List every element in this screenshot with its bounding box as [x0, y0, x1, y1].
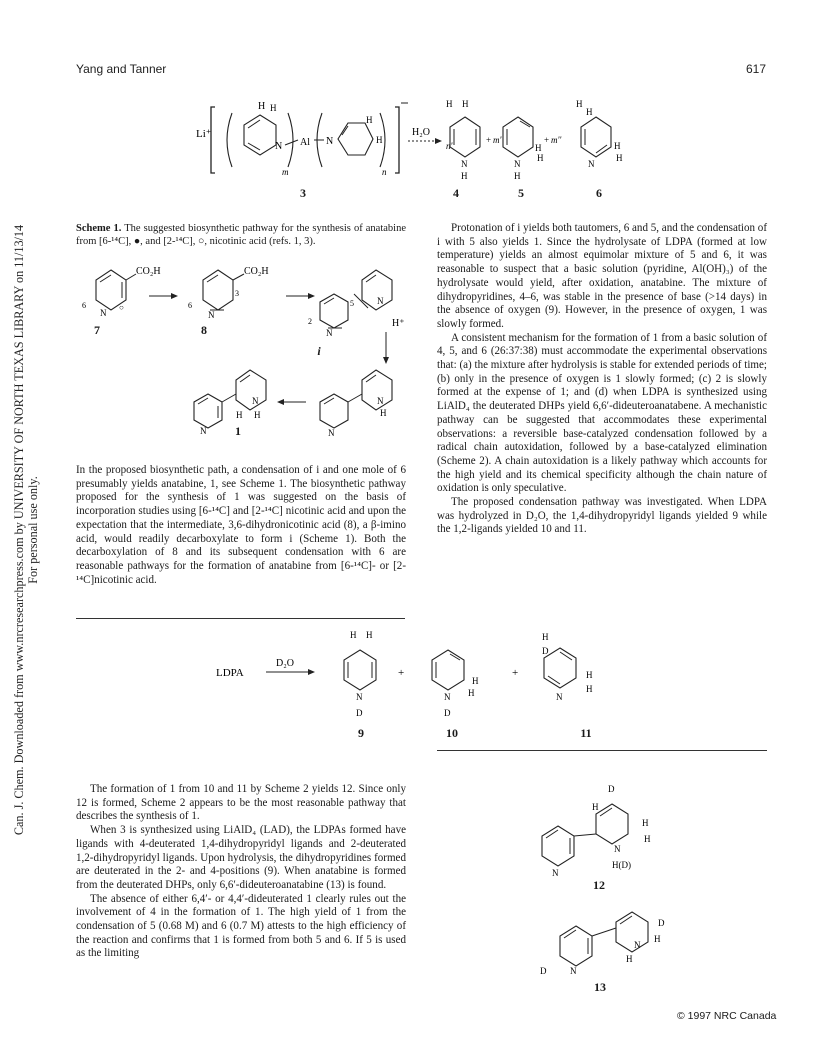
compound-label-4: 4 — [453, 186, 459, 200]
svg-text:n: n — [382, 167, 387, 177]
svg-text:D: D — [356, 708, 363, 718]
compound-label-3: 3 — [300, 186, 306, 200]
m-double-prime-coefficient: m'' — [551, 135, 562, 145]
svg-text:N: N — [634, 940, 641, 950]
scheme1-caption — [76, 222, 406, 248]
svg-text:N: N — [200, 426, 207, 436]
svg-text:6: 6 — [188, 301, 192, 310]
svg-text:N: N — [252, 396, 259, 406]
left-column-text — [76, 464, 406, 587]
compound-label-10: 10 — [446, 726, 458, 740]
svg-text:H: H — [642, 818, 649, 828]
svg-text:D: D — [540, 966, 547, 976]
svg-text:H: H — [654, 934, 661, 944]
svg-text:N: N — [461, 159, 468, 169]
svg-text:N: N — [570, 966, 577, 976]
svg-text:5: 5 — [350, 299, 354, 308]
bottom-paragraph-3: The absence of either 6,4′- or 4,4′-dideuterated 1 clearly rules out the involvement of 4 in the formation of 1. The high yield of 1 from the condensation of 5 (0.68 M) and 6 (0.7 M) attests to the high efficiency of the reaction and confirms that 1 is formed from both 5 and 6. If 5 is used as the limiting — [76, 892, 406, 960]
compound-label-6: 6 — [596, 186, 602, 200]
scheme-bottom-rule — [437, 750, 767, 751]
svg-text:N: N — [356, 692, 363, 702]
svg-text:+: + — [544, 135, 550, 145]
svg-text:H: H — [472, 676, 479, 686]
running-head-authors: Yang and Tanner — [76, 62, 167, 76]
m-prime-coefficient: m' — [493, 135, 502, 145]
compound-label-9: 9 — [358, 726, 364, 740]
svg-text:H: H — [542, 632, 549, 642]
scheme1-caption-label: Scheme 1. — [76, 223, 122, 234]
svg-text:3: 3 — [235, 289, 239, 298]
svg-text:H: H — [586, 670, 593, 680]
compound-label-8: 8 — [201, 323, 207, 337]
download-stamp-line2: For personal use only. — [26, 476, 40, 584]
svg-text:H: H — [366, 115, 373, 125]
proton-label: H⁺ — [392, 318, 405, 329]
co2h-label-8: CO₂H — [244, 266, 269, 277]
svg-text:N: N — [377, 296, 384, 306]
page-number: 617 — [746, 62, 767, 76]
bottom-paragraph-2: When 3 is synthesized using LiAlD₄ (LAD), the LDPAs formed have ligands with 4-deuterated 1,4-dihydropyridyl ligands and 2-deuterated 1,2-dihydropyridyl ligands. Upon hydrolysis, the dihydropyridines formed are deuterated in the 2- and 4-positions (9). When anatabine is formed from the deuterated DHPs, only 6,6′-dideuteroanatabine (13) is found. — [76, 824, 406, 891]
bottom-paragraph-1: The formation of 1 from 10 and 11 by Scheme 2 yields 12. Since only 12 is formed, Scheme 2 appears to be the most reasonable pathway that describes the synthesis of 1. — [76, 783, 406, 823]
download-stamp-line1: Can. J. Chem. Downloaded from www.nrcresearchpress.com by UNIVERSITY OF NORTH TEXAS LIBRARY on 11/13/14 — [12, 224, 26, 836]
svg-text:N: N — [444, 692, 451, 702]
plus-sign-1: + — [398, 667, 405, 679]
compound-label-7: 7 — [94, 323, 100, 337]
svg-text:H: H — [644, 834, 651, 844]
svg-text:H: H — [535, 143, 542, 153]
svg-text:H: H — [236, 410, 243, 420]
svg-text:N: N — [326, 136, 334, 147]
n-prime-coefficient: n' — [446, 141, 453, 151]
right-paragraph-2: A consistent mechanism for the formation of 1 from a basic solution of 4, 5, and 6 (26:37:38) must accommodate the experimental observations that: (a) the mixture after hydrolysis is stable for extended periods of time; (b) only in the presence of oxygen is 1 slowly formed; (c) 2 is slowly formed at the expense of 1; and (d) when LDPA is synthesized using LiAlD₄ the deuterated DHPs yield 6,6′-dideuteroanatabene. A mechanistic pathway can be suggested that accommodates these experimental observations: a reversible base-catalyzed condensation followed by a radical chain autoxidation, followed by a base-catalyzed elimination (Scheme 2). A chain autoxidation is a likely pathway which accounts for the high yield and its chemical specificity although the chain nature of oxidation is only speculative. — [437, 331, 767, 495]
compound-label-11: 11 — [580, 726, 592, 740]
d2o-reagent: D₂O — [276, 658, 294, 669]
aluminum-label: Al — [300, 137, 310, 148]
hd-label: H(D) — [612, 860, 631, 870]
svg-text:N: N — [275, 141, 283, 152]
scheme-top-rule — [76, 618, 405, 619]
svg-text:H: H — [462, 99, 469, 109]
svg-text:N: N — [377, 396, 384, 406]
copyright: © 1997 NRC Canada — [677, 1010, 777, 1022]
svg-text:N: N — [100, 308, 107, 318]
svg-text:N: N — [326, 328, 333, 338]
svg-text:H: H — [461, 171, 468, 181]
svg-text:H: H — [366, 630, 373, 640]
svg-text:H: H — [380, 408, 387, 418]
svg-text:D: D — [658, 918, 665, 928]
svg-text:+: + — [486, 135, 492, 145]
compound-label-1: 1 — [235, 424, 241, 438]
svg-text:D: D — [542, 646, 549, 656]
svg-text:D: D — [608, 784, 615, 794]
svg-text:H: H — [616, 153, 623, 163]
svg-text:N: N — [556, 692, 563, 702]
compound-label-13: 13 — [594, 980, 606, 994]
svg-text:H: H — [626, 954, 633, 964]
svg-text:H: H — [586, 684, 593, 694]
svg-text:N: N — [552, 868, 559, 878]
download-stamp — [0, 0, 50, 1053]
left-paragraph-1: In the proposed biosynthetic path, a condensation of i and one mole of 6 presumably yields anatabine, 1, see Scheme 1. The biosynthetic pathway proposed for the synthesis of 1 was suggested on the basis of incorporation studies using [6-¹⁴C] and [2-¹⁴C] nicotinic acid and upon the expectation that the intermediate, 3,6-dihydronicotinic acid (8), a β-imino acid, would readily decarboxylate to form i (Scheme 1). Both the decarboxylation of 8 and its subsequent condensation with 6 are reasonable pathways for the formation of anatabine from [6-¹⁴C]- or [2-¹⁴C]nicotinic acid. — [76, 464, 406, 586]
scheme1-caption-text: The suggested biosynthetic pathway for the synthesis of anatabine from [6-¹⁴C], ●, and [2-¹⁴C], ○, nicotinic acid (refs. 1, 3). — [76, 223, 406, 247]
svg-text:H: H — [576, 99, 583, 109]
svg-text:H: H — [258, 101, 266, 112]
svg-text:2: 2 — [308, 317, 312, 326]
svg-text:H: H — [376, 135, 383, 145]
svg-text:H: H — [254, 410, 261, 420]
svg-text:H: H — [592, 802, 599, 812]
download-stamp-text — [12, 225, 40, 835]
svg-text:H: H — [586, 107, 593, 117]
svg-text:N: N — [588, 159, 595, 169]
svg-text:○: ○ — [119, 303, 124, 312]
svg-text:H: H — [270, 103, 277, 113]
bottom-left-text — [76, 783, 406, 961]
compound-label-5: 5 — [518, 186, 524, 200]
li-cation: Li⁺ — [196, 128, 212, 140]
svg-text:N: N — [514, 159, 521, 169]
svg-text:H: H — [350, 630, 357, 640]
co2h-label-7: CO₂H — [136, 266, 161, 277]
svg-text:m: m — [282, 167, 289, 177]
plus-sign-2: + — [512, 667, 519, 679]
svg-text:H: H — [468, 688, 475, 698]
svg-text:N: N — [328, 428, 335, 438]
compound-label-i: i — [317, 344, 321, 358]
svg-text:H: H — [446, 99, 453, 109]
svg-text:D: D — [444, 708, 451, 718]
svg-text:H: H — [514, 171, 521, 181]
ldpa-label: LDPA — [216, 667, 244, 679]
svg-text:N: N — [208, 310, 215, 320]
svg-text:H: H — [537, 153, 544, 163]
svg-text:H: H — [614, 141, 621, 151]
compound-label-12: 12 — [593, 878, 605, 892]
right-paragraph-1: Protonation of i yields both tautomers, 6 and 5, and the condensation of i with 5 also yields 1. Since the hydrolysate of LDPA (formed at low temperature) yields an almost equimolar mixture of 5 and 6, it was reasonable to suspect that a basic solution (pyridine, Al(OH)₃) of the hydrolysate would yield, after oxidation, anatabine. The mixture of dihydropyridines, 4–6, was stable in the presence of base (>14 days) in the absence of oxygen (9). However, in the presence of oxygen, 1 was slowly formed. — [437, 222, 768, 330]
right-paragraph-3: The proposed condensation pathway was investigated. When LDPA was hydrolyzed in D₂O, the 1,4-dihydropyridyl ligands yielded 9 while the 1,2-ligands yielded 10 and 11. — [437, 496, 767, 536]
top-reagent: H₂O — [412, 127, 430, 138]
svg-text:N: N — [614, 844, 621, 854]
right-column-text — [437, 222, 767, 537]
svg-text:6: 6 — [82, 301, 86, 310]
deuteration-scheme — [210, 628, 650, 738]
